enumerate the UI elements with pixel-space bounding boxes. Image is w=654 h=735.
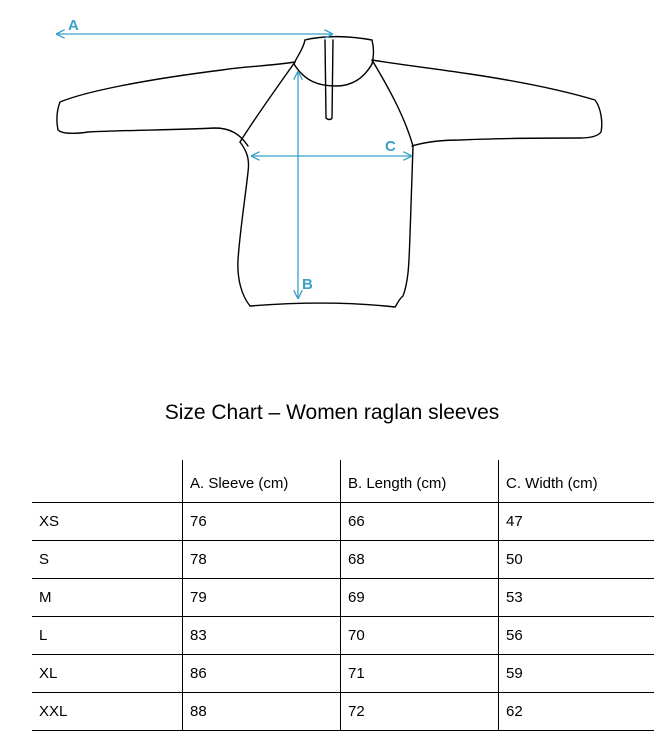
- page-title: Size Chart – Women raglan sleeves: [164, 401, 500, 424]
- table-row: [32, 579, 654, 617]
- width-cell: 62: [499, 693, 654, 731]
- sleeve-cell: 76: [183, 503, 341, 541]
- label-a: A: [68, 17, 79, 34]
- width-cell: 59: [499, 655, 654, 693]
- length-cell: 71: [341, 655, 499, 693]
- sleeve-cell: 83: [183, 617, 341, 655]
- size-cell: M: [32, 579, 183, 617]
- table-row: [32, 617, 654, 655]
- table-row: [32, 541, 654, 579]
- width-cell: 53: [499, 579, 654, 617]
- measurement-lines: [57, 34, 411, 298]
- label-b: B: [302, 276, 313, 293]
- header-length: B. Length (cm): [341, 460, 499, 503]
- sleeve-cell: 79: [183, 579, 341, 617]
- label-c: C: [385, 138, 396, 155]
- table-row: [32, 655, 654, 693]
- table-row: [32, 693, 654, 731]
- size-cell: XL: [32, 655, 183, 693]
- sleeve-cell: 86: [183, 655, 341, 693]
- sweater-outline: [57, 37, 602, 307]
- length-cell: 66: [341, 503, 499, 541]
- table-row: [32, 503, 654, 541]
- size-cell: XXL: [32, 693, 183, 731]
- length-cell: 72: [341, 693, 499, 731]
- length-cell: 68: [341, 541, 499, 579]
- length-cell: 69: [341, 579, 499, 617]
- sweater-diagram: [0, 0, 654, 330]
- sleeve-cell: 88: [183, 693, 341, 731]
- size-cell: S: [32, 541, 183, 579]
- width-cell: 50: [499, 541, 654, 579]
- length-cell: 70: [341, 617, 499, 655]
- size-table: [32, 460, 654, 731]
- width-cell: 56: [499, 617, 654, 655]
- size-cell: L: [32, 617, 183, 655]
- header-width: C. Width (cm): [499, 460, 654, 503]
- width-cell: 47: [499, 503, 654, 541]
- sleeve-cell: 78: [183, 541, 341, 579]
- header-size: [32, 460, 183, 503]
- table-header-row: [32, 460, 654, 503]
- size-cell: XS: [32, 503, 183, 541]
- header-sleeve: A. Sleeve (cm): [183, 460, 341, 503]
